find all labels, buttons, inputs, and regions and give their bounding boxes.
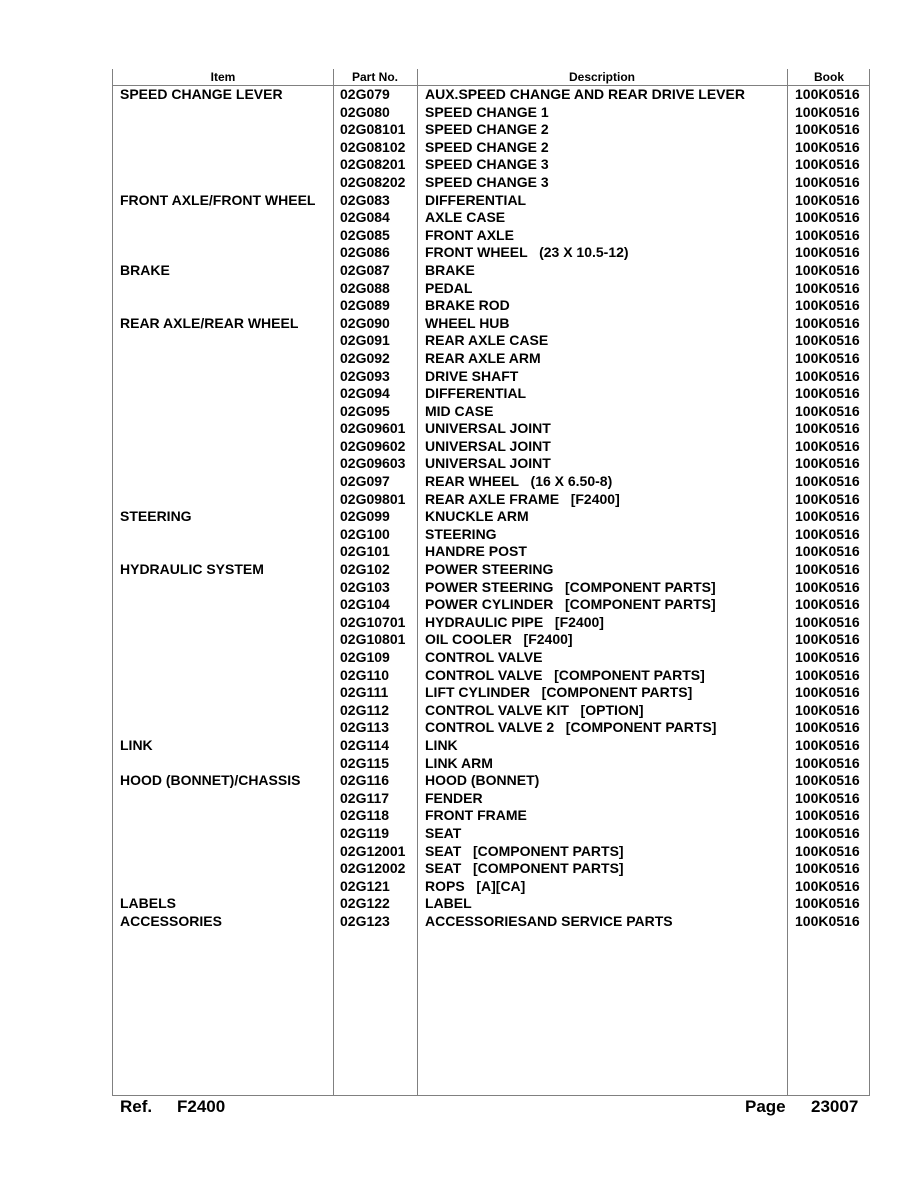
cell-book: 100K0516 bbox=[795, 156, 860, 173]
cell-book: 100K0516 bbox=[795, 297, 860, 314]
cell-book: 100K0516 bbox=[795, 525, 860, 542]
cell-part-no: 02G103 bbox=[340, 578, 390, 595]
table-row bbox=[113, 315, 869, 333]
cell-part-no: 02G114 bbox=[340, 736, 390, 753]
cell-book: 100K0516 bbox=[795, 596, 860, 613]
header-part-no: Part No. bbox=[351, 70, 398, 84]
cell-description: HYDRAULIC PIPE [F2400] bbox=[425, 613, 604, 630]
cell-part-no: 02G09602 bbox=[340, 437, 406, 454]
cell-part-no: 02G084 bbox=[340, 209, 390, 226]
cell-book: 100K0516 bbox=[795, 824, 860, 841]
cell-item: LABELS bbox=[120, 895, 176, 912]
cell-part-no: 02G09601 bbox=[340, 420, 406, 437]
cell-book: 100K0516 bbox=[795, 789, 860, 806]
cell-description: OIL COOLER [F2400] bbox=[425, 631, 573, 648]
cell-item: BRAKE bbox=[120, 261, 170, 278]
cell-part-no: 02G101 bbox=[340, 543, 390, 560]
cell-part-no: 02G09603 bbox=[340, 455, 406, 472]
cell-description: SPEED CHANGE 2 bbox=[425, 138, 549, 155]
cell-part-no: 02G091 bbox=[340, 332, 390, 349]
cell-description: DRIVE SHAFT bbox=[425, 367, 519, 384]
cell-book: 100K0516 bbox=[795, 173, 860, 190]
cell-part-no: 02G109 bbox=[340, 649, 390, 665]
cell-description: SEAT [COMPONENT PARTS] bbox=[425, 860, 624, 877]
cell-description: STEERING bbox=[425, 525, 497, 542]
table-row bbox=[113, 526, 869, 544]
table-row bbox=[113, 455, 869, 473]
cell-description: WHEEL HUB bbox=[425, 314, 510, 331]
cell-part-no: 02G099 bbox=[340, 508, 390, 525]
cell-description: FRONT AXLE bbox=[425, 226, 514, 243]
cell-book: 100K0516 bbox=[795, 631, 860, 648]
cell-description: HOOD (BONNET) bbox=[425, 772, 540, 789]
table-row bbox=[113, 825, 869, 843]
table-row bbox=[113, 403, 869, 421]
header-description: Description bbox=[568, 70, 635, 84]
cell-book: 100K0516 bbox=[795, 649, 860, 665]
cell-book: 100K0516 bbox=[795, 279, 860, 296]
table-row bbox=[113, 209, 869, 227]
table-row bbox=[113, 561, 869, 579]
table-row bbox=[113, 843, 869, 861]
parts-index-table bbox=[112, 69, 870, 1096]
table-row bbox=[113, 895, 869, 913]
cell-part-no: 02G09801 bbox=[340, 490, 406, 507]
table-row bbox=[113, 684, 869, 702]
cell-description: REAR WHEEL (16 X 6.50-8) bbox=[425, 473, 613, 490]
cell-description: SEAT [COMPONENT PARTS] bbox=[425, 842, 624, 859]
cell-book: 100K0516 bbox=[795, 613, 860, 630]
cell-part-no: 02G118 bbox=[340, 807, 390, 824]
cell-description: LIFT CYLINDER [COMPONENT PARTS] bbox=[425, 684, 693, 701]
cell-part-no: 02G08101 bbox=[340, 121, 406, 138]
cell-part-no: 02G104 bbox=[340, 596, 390, 613]
cell-description: AXLE CASE bbox=[425, 209, 506, 226]
cell-part-no: 02G115 bbox=[340, 754, 390, 771]
cell-part-no: 02G083 bbox=[340, 191, 390, 208]
cell-book: 100K0516 bbox=[795, 490, 860, 507]
table-row bbox=[113, 385, 869, 403]
cell-description: REAR AXLE CASE bbox=[425, 332, 549, 349]
cell-description: SPEED CHANGE 3 bbox=[425, 173, 549, 190]
cell-book: 100K0516 bbox=[795, 807, 860, 824]
cell-book: 100K0516 bbox=[795, 842, 860, 859]
cell-part-no: 02G10801 bbox=[340, 631, 406, 648]
table-header-row bbox=[113, 69, 869, 86]
table-row bbox=[113, 473, 869, 491]
table-row bbox=[113, 262, 869, 280]
cell-description: PEDAL bbox=[425, 279, 473, 296]
cell-description: CONTROL VALVE KIT [OPTION] bbox=[425, 701, 644, 718]
cell-book: 100K0516 bbox=[795, 561, 860, 578]
cell-description: ACCESSORIESAND SERVICE PARTS bbox=[425, 912, 673, 929]
cell-book: 100K0516 bbox=[795, 314, 860, 331]
cell-part-no: 02G092 bbox=[340, 349, 390, 366]
table-row bbox=[113, 913, 869, 931]
table-row bbox=[113, 139, 869, 157]
cell-book: 100K0516 bbox=[795, 684, 860, 701]
table-row bbox=[113, 227, 869, 245]
cell-description: DIFFERENTIAL bbox=[425, 385, 527, 402]
cell-item: HYDRAULIC SYSTEM bbox=[120, 561, 264, 578]
cell-description: UNIVERSAL JOINT bbox=[425, 437, 551, 454]
cell-book: 100K0516 bbox=[795, 455, 860, 472]
table-row bbox=[113, 543, 869, 561]
cell-description: POWER CYLINDER [COMPONENT PARTS] bbox=[425, 596, 716, 613]
cell-description: HANDRE POST bbox=[425, 543, 527, 560]
table-row bbox=[113, 579, 869, 597]
table-row bbox=[113, 86, 869, 104]
cell-book: 100K0516 bbox=[795, 736, 860, 753]
cell-description: BRAKE bbox=[425, 261, 475, 278]
cell-part-no: 02G12002 bbox=[340, 860, 406, 877]
cell-description: CONTROL VALVE 2 [COMPONENT PARTS] bbox=[425, 719, 717, 736]
table-row bbox=[113, 807, 869, 825]
table-row bbox=[113, 719, 869, 737]
cell-part-no: 02G111 bbox=[340, 684, 389, 701]
cell-part-no: 02G089 bbox=[340, 297, 390, 314]
cell-item: SPEED CHANGE LEVER bbox=[120, 86, 283, 102]
table-row bbox=[113, 156, 869, 174]
cell-description: LINK bbox=[425, 736, 458, 753]
table-row bbox=[113, 438, 869, 456]
table-body bbox=[113, 86, 869, 931]
cell-description: DIFFERENTIAL bbox=[425, 191, 527, 208]
cell-book: 100K0516 bbox=[795, 772, 860, 789]
cell-part-no: 02G113 bbox=[340, 719, 390, 736]
cell-part-no: 02G100 bbox=[340, 525, 390, 542]
cell-part-no: 02G08102 bbox=[340, 138, 406, 155]
cell-description: SPEED CHANGE 2 bbox=[425, 121, 549, 138]
cell-part-no: 02G117 bbox=[340, 789, 390, 806]
cell-part-no: 02G112 bbox=[340, 701, 390, 718]
table-row bbox=[113, 280, 869, 298]
cell-part-no: 02G08201 bbox=[340, 156, 406, 173]
cell-item: FRONT AXLE/FRONT WHEEL bbox=[120, 191, 316, 208]
table-row bbox=[113, 667, 869, 685]
header-book: Book bbox=[814, 70, 844, 84]
cell-part-no: 02G10701 bbox=[340, 613, 406, 630]
cell-item: ACCESSORIES bbox=[120, 912, 222, 929]
cell-part-no: 02G08202 bbox=[340, 173, 406, 190]
cell-part-no: 02G102 bbox=[340, 561, 390, 578]
cell-book: 100K0516 bbox=[795, 508, 860, 525]
cell-description: AUX.SPEED CHANGE AND REAR DRIVE LEVER bbox=[425, 86, 745, 102]
table-row bbox=[113, 297, 869, 315]
table-row bbox=[113, 878, 869, 896]
cell-part-no: 02G122 bbox=[340, 895, 390, 912]
cell-book: 100K0516 bbox=[795, 912, 860, 929]
table-row bbox=[113, 631, 869, 649]
cell-book: 100K0516 bbox=[795, 473, 860, 490]
table-row bbox=[113, 790, 869, 808]
table-row bbox=[113, 350, 869, 368]
cell-book: 100K0516 bbox=[795, 719, 860, 736]
cell-book: 100K0516 bbox=[795, 860, 860, 877]
cell-book: 100K0516 bbox=[795, 121, 860, 138]
cell-book: 100K0516 bbox=[795, 420, 860, 437]
cell-book: 100K0516 bbox=[795, 385, 860, 402]
table-row bbox=[113, 755, 869, 773]
cell-description: UNIVERSAL JOINT bbox=[425, 420, 551, 437]
cell-book: 100K0516 bbox=[795, 895, 860, 912]
cell-book: 100K0516 bbox=[795, 191, 860, 208]
cell-book: 100K0516 bbox=[795, 877, 860, 894]
cell-part-no: 02G094 bbox=[340, 385, 390, 402]
cell-item: REAR AXLE/REAR WHEEL bbox=[120, 314, 299, 331]
cell-part-no: 02G119 bbox=[340, 824, 390, 841]
cell-part-no: 02G080 bbox=[340, 103, 390, 120]
table-row bbox=[113, 332, 869, 350]
cell-description: REAR AXLE ARM bbox=[425, 349, 541, 366]
table-row bbox=[113, 420, 869, 438]
table-row bbox=[113, 737, 869, 755]
cell-description: MID CASE bbox=[425, 402, 494, 419]
cell-book: 100K0516 bbox=[795, 437, 860, 454]
table-row bbox=[113, 174, 869, 192]
table-row bbox=[113, 508, 869, 526]
cell-book: 100K0516 bbox=[795, 138, 860, 155]
table-row bbox=[113, 192, 869, 210]
cell-book: 100K0516 bbox=[795, 261, 860, 278]
footer-ref-value: F2400 bbox=[177, 1097, 226, 1116]
cell-description: UNIVERSAL JOINT bbox=[425, 455, 551, 472]
cell-part-no: 02G085 bbox=[340, 226, 390, 243]
cell-description: REAR AXLE FRAME [F2400] bbox=[425, 490, 620, 507]
cell-part-no: 02G095 bbox=[340, 402, 390, 419]
cell-part-no: 02G097 bbox=[340, 473, 390, 490]
cell-book: 100K0516 bbox=[795, 103, 860, 120]
cell-description: FRONT WHEEL (23 X 10.5-12) bbox=[425, 244, 629, 261]
cell-book: 100K0516 bbox=[795, 578, 860, 595]
cell-part-no: 02G088 bbox=[340, 279, 390, 296]
cell-description: SEAT bbox=[425, 824, 462, 841]
table-row bbox=[113, 614, 869, 632]
cell-part-no: 02G110 bbox=[340, 666, 390, 683]
cell-part-no: 02G116 bbox=[340, 772, 390, 789]
table-row bbox=[113, 772, 869, 790]
cell-description: LINK ARM bbox=[425, 754, 493, 771]
cell-item: LINK bbox=[120, 736, 153, 753]
table-row bbox=[113, 368, 869, 386]
cell-description: CONTROL VALVE [COMPONENT PARTS] bbox=[425, 666, 705, 683]
cell-item: HOOD (BONNET)/CHASSIS bbox=[120, 772, 301, 789]
cell-part-no: 02G079 bbox=[340, 86, 390, 102]
footer-ref-label: Ref. bbox=[120, 1097, 153, 1116]
cell-description: LABEL bbox=[425, 895, 472, 912]
table-row bbox=[113, 121, 869, 139]
cell-part-no: 02G087 bbox=[340, 261, 390, 278]
cell-book: 100K0516 bbox=[795, 244, 860, 261]
cell-book: 100K0516 bbox=[795, 754, 860, 771]
cell-description: KNUCKLE ARM bbox=[425, 508, 529, 525]
cell-description: POWER STEERING [COMPONENT PARTS] bbox=[425, 578, 716, 595]
cell-book: 100K0516 bbox=[795, 367, 860, 384]
table-row bbox=[113, 104, 869, 122]
cell-description: ROPS [A][CA] bbox=[425, 877, 526, 894]
cell-description: FENDER bbox=[425, 789, 483, 806]
table-row bbox=[113, 649, 869, 667]
header-item: Item bbox=[210, 70, 236, 84]
cell-part-no: 02G086 bbox=[340, 244, 390, 261]
table-row bbox=[113, 491, 869, 509]
table-row bbox=[113, 596, 869, 614]
cell-description: FRONT FRAME bbox=[425, 807, 527, 824]
cell-description: CONTROL VALVE bbox=[425, 649, 543, 665]
cell-part-no: 02G090 bbox=[340, 314, 390, 331]
cell-book: 100K0516 bbox=[795, 543, 860, 560]
cell-part-no: 02G12001 bbox=[340, 842, 406, 859]
cell-book: 100K0516 bbox=[795, 332, 860, 349]
footer-page-label: Page bbox=[745, 1097, 786, 1116]
cell-description: SPEED CHANGE 3 bbox=[425, 156, 549, 173]
cell-book: 100K0516 bbox=[795, 226, 860, 243]
cell-part-no: 02G121 bbox=[340, 877, 390, 894]
cell-description: POWER STEERING bbox=[425, 561, 554, 578]
cell-description: SPEED CHANGE 1 bbox=[425, 103, 549, 120]
cell-part-no: 02G093 bbox=[340, 367, 390, 384]
table-row bbox=[113, 702, 869, 720]
table-row bbox=[113, 860, 869, 878]
table-row bbox=[113, 244, 869, 262]
cell-book: 100K0516 bbox=[795, 209, 860, 226]
cell-book: 100K0516 bbox=[795, 86, 860, 102]
footer-page-value: 23007 bbox=[811, 1097, 859, 1116]
cell-part-no: 02G123 bbox=[340, 912, 390, 929]
cell-book: 100K0516 bbox=[795, 701, 860, 718]
cell-book: 100K0516 bbox=[795, 349, 860, 366]
cell-book: 100K0516 bbox=[795, 402, 860, 419]
cell-item: STEERING bbox=[120, 508, 192, 525]
cell-description: BRAKE ROD bbox=[425, 297, 510, 314]
cell-book: 100K0516 bbox=[795, 666, 860, 683]
